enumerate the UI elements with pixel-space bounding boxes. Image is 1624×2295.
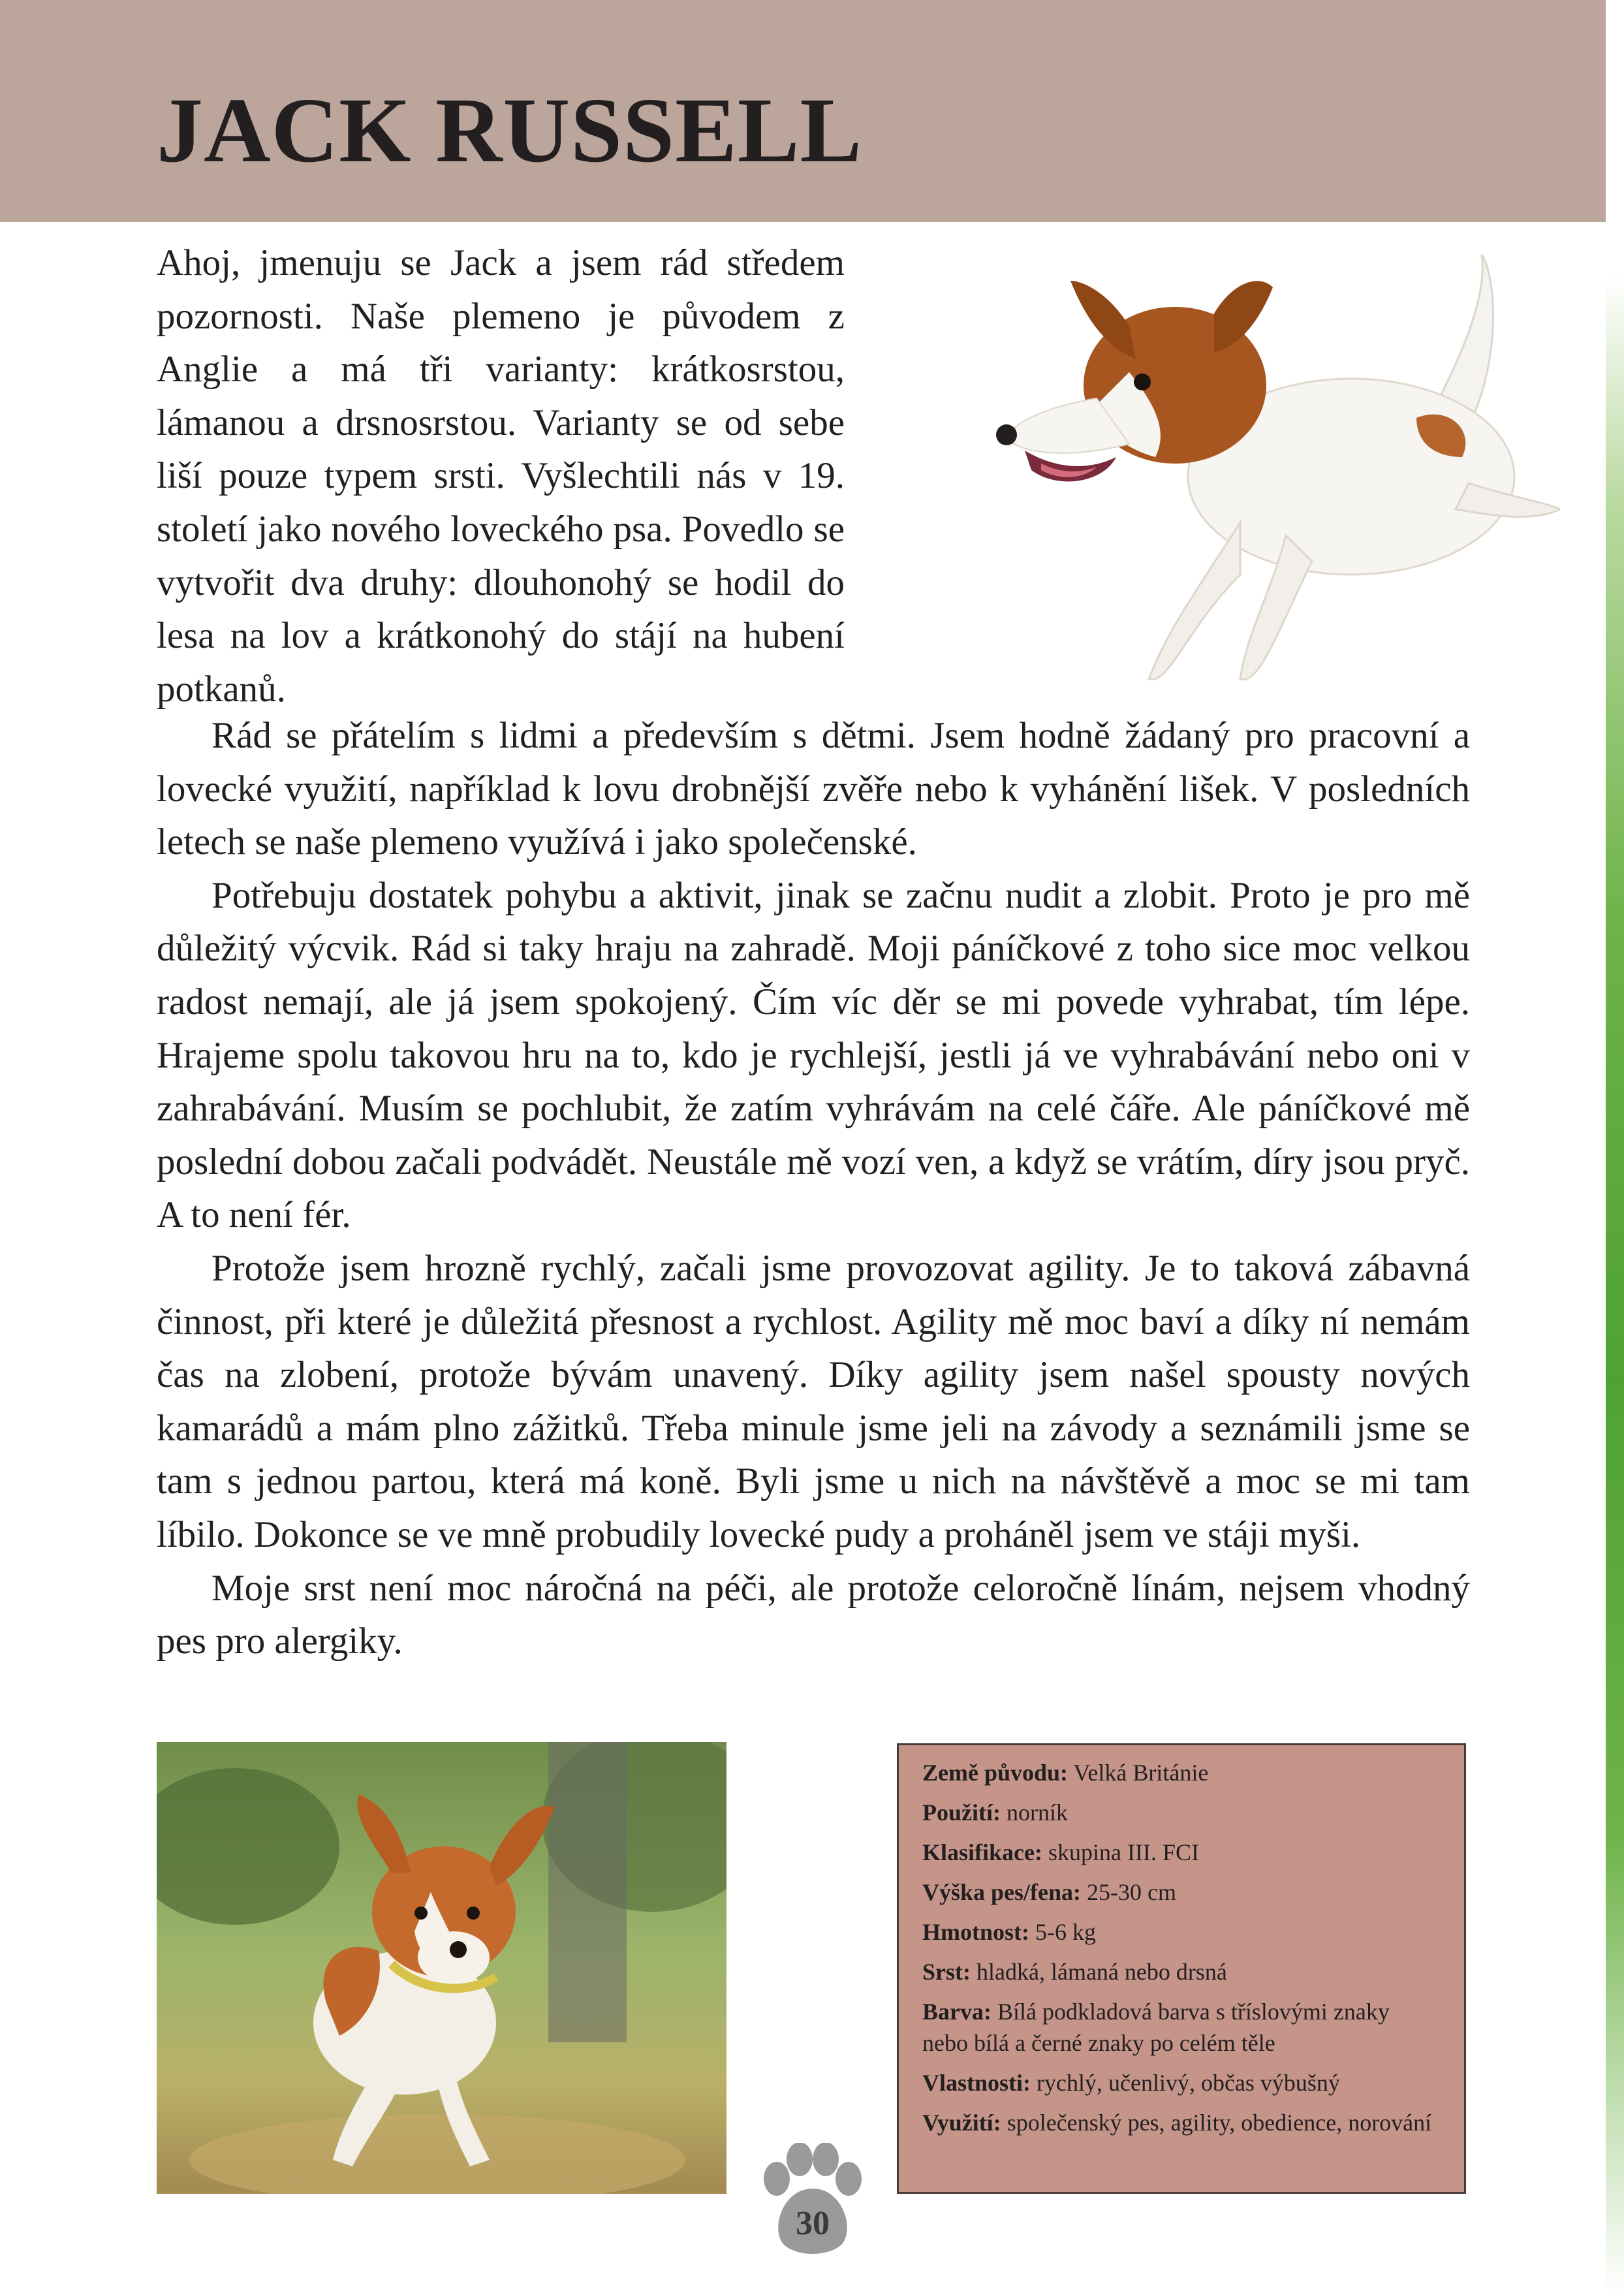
intro-paragraph: Ahoj, jmenuju se Jack a jsem rád středem pozornosti. Naše plemeno je původem z Anglie a má tři varianty: krátkosrstou, lámanou a drsnosrstou. Varianty se od sebe liší pouze typem srsti. Vyšlechtili nás v 19. století jako nového loveckého psa. Povedlo se vytvořit dva druhy: dlouhonohý se hodil do lesa na lov a krátkonohý do stájí na hubení potkanů. [157, 242, 845, 710]
intro-column [157, 236, 845, 716]
info-row-use: Použití: norník [922, 1799, 1068, 1826]
info-row-classification: Klasifikace: skupina III. FCI [922, 1839, 1199, 1865]
page-title: JACK RUSSELL [157, 78, 863, 182]
info-row-origin: Země původu: Velká Británie [922, 1760, 1209, 1786]
green-edge-decoration [1606, 0, 1624, 2295]
info-row-height: Výška pes/fena: 25-30 cm [922, 1879, 1176, 1905]
info-row-traits: Vlastnosti: rychlý, učenlivý, občas výbušný [922, 2070, 1340, 2096]
page-number: 30 [796, 2205, 830, 2242]
paragraph-1: Rád se přátelím s lidmi a především s dětmi. Jsem hodně žádaný pro pracovní a lovecké využití, například k lovu drobnější zvěře nebo k vyhánění lišek. V posledních letech se naše plemeno využívá i jako společenské. [157, 715, 1470, 863]
jumping-dog-photo [933, 235, 1560, 705]
paragraph-2: Potřebuju dostatek pohybu a aktivit, jinak se začnu nudit a zlobit. Proto je pro mě důležitý výcvik. Rád si taky hraju na zahradě. Moji páníčkové z toho sice moc velkou radost nemají, ale já jsem spokojený. Čím víc děr se mi povede vyhrabat, tím lépe. Hrajeme spolu takovou hru na to, kdo je rychlejší, jestli já ve vyhrabávání nebo oni v zahrabávání. Musím se pochlubit, že zatím vyhrávám na celé čáře. Ale páníčkové mě poslední dobou začali podvádět. Neustále mě vozí ven, a když se vrátím, díry jsou pryč. A to není fér. [157, 874, 1470, 1236]
body-text [157, 709, 1470, 1668]
paragraph-3: Protože jsem hrozně rychlý, začali jsme provozovat agility. Je to taková zábavná činnost, při které je důležitá přesnost a rychlost. Agility mě moc baví a díky ní nemám čas na zlobení, protože bývám unavený. Díky agility jsem našel spousty nových kamarádů a mám plno zážitků. Třeba minule jsme jeli na závody a seznámili jsme se tam s jednou partou, která má koně. Byli jsme u nich na návštěvě a moc se mi tam líbilo. Dokonce se ve mně probudily lovecké pudy a proháněl jsem ve stáji myši. [157, 1247, 1470, 1555]
info-row-color: Barva: Bílá podkladová barva s tříslovými znaky nebo bílá a černé znaky po celém těle [922, 1999, 1390, 2056]
info-row-coat: Srst: hladká, lámaná nebo drsná [922, 1959, 1227, 1985]
info-row-usage: Využití: společenský pes, agility, obedience, norování [922, 2110, 1432, 2136]
info-row-weight: Hmotnost: 5-6 kg [922, 1919, 1096, 1945]
breed-info-box [897, 1743, 1466, 2194]
paragraph-4: Moje srst není moc náročná na péči, ale protože celoročně línám, nejsem vhodný pes pro alergiky. [157, 1567, 1470, 1662]
running-dog-photo [157, 1742, 726, 2194]
